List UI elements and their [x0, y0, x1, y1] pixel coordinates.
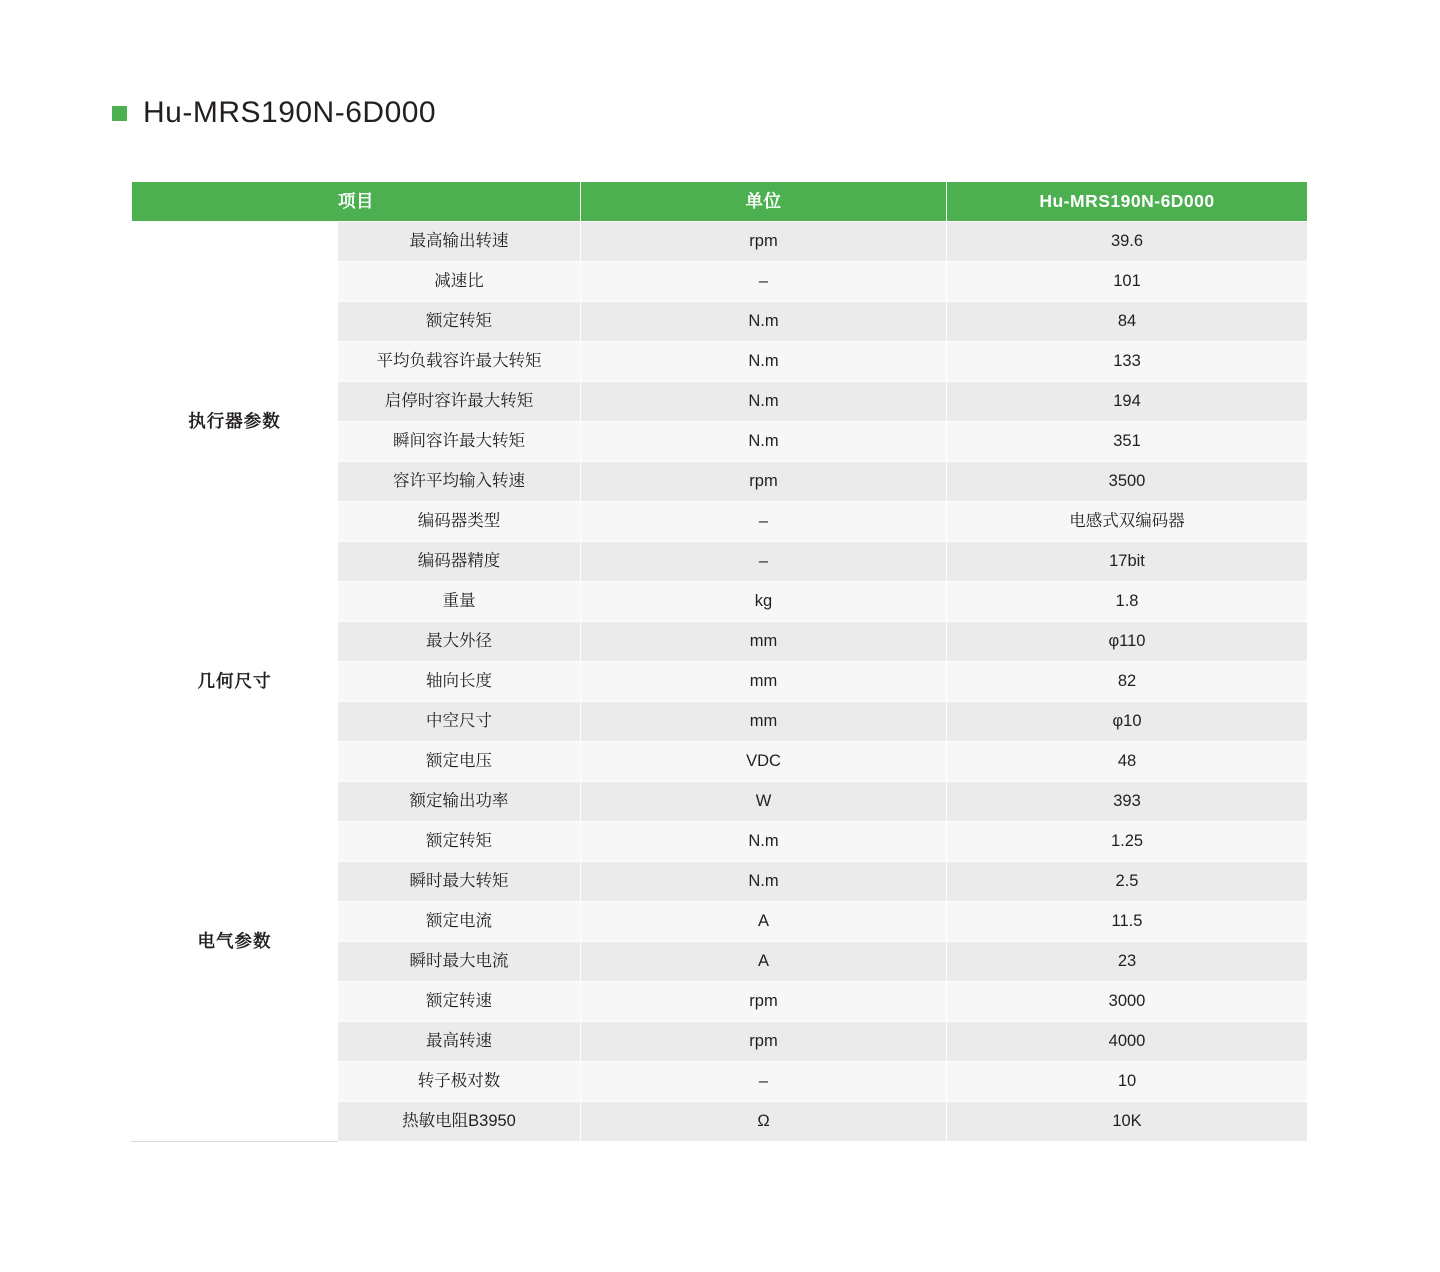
- row-unit: –: [581, 1062, 947, 1102]
- row-item: 容许平均输入转速: [338, 462, 581, 502]
- row-item: 额定转矩: [338, 302, 581, 342]
- table-row: [132, 222, 1308, 262]
- row-value: φ10: [947, 702, 1308, 742]
- row-value: 电感式双编码器: [947, 502, 1308, 542]
- row-item: 最高输出转速: [338, 222, 581, 262]
- group-label: 电气参数: [132, 742, 338, 1142]
- row-value: 10: [947, 1062, 1308, 1102]
- row-unit: N.m: [581, 822, 947, 862]
- row-item: 热敏电阻B3950: [338, 1102, 581, 1142]
- row-item: 额定转矩: [338, 822, 581, 862]
- row-unit: A: [581, 942, 947, 982]
- row-value: 1.25: [947, 822, 1308, 862]
- row-item: 编码器类型: [338, 502, 581, 542]
- row-item: 最高转速: [338, 1022, 581, 1062]
- page-title: [112, 98, 436, 128]
- row-unit: N.m: [581, 862, 947, 902]
- row-value: 351: [947, 422, 1308, 462]
- row-item: 额定电压: [338, 742, 581, 782]
- row-unit: rpm: [581, 462, 947, 502]
- header-unit: 单位: [581, 182, 947, 222]
- group-label: 执行器参数: [132, 222, 338, 622]
- row-item: 转子极对数: [338, 1062, 581, 1102]
- row-value: 17bit: [947, 542, 1308, 582]
- row-unit: rpm: [581, 222, 947, 262]
- row-value: 82: [947, 662, 1308, 702]
- row-item: 瞬间容许最大转矩: [338, 422, 581, 462]
- row-item: 轴向长度: [338, 662, 581, 702]
- table-body: [132, 222, 1308, 1142]
- table-header-row: [132, 182, 1308, 222]
- row-unit: –: [581, 502, 947, 542]
- table-row: [132, 622, 1308, 662]
- row-unit: –: [581, 262, 947, 302]
- row-item: 重量: [338, 582, 581, 622]
- row-unit: N.m: [581, 302, 947, 342]
- row-value: 4000: [947, 1022, 1308, 1062]
- table-header: [132, 182, 1308, 222]
- row-item: 编码器精度: [338, 542, 581, 582]
- row-unit: N.m: [581, 422, 947, 462]
- row-unit: mm: [581, 662, 947, 702]
- header-value: Hu-MRS190N-6D000: [947, 182, 1308, 222]
- row-unit: VDC: [581, 742, 947, 782]
- row-item: 额定输出功率: [338, 782, 581, 822]
- row-value: 10K: [947, 1102, 1308, 1142]
- row-unit: rpm: [581, 1022, 947, 1062]
- group-label: 几何尺寸: [132, 622, 338, 742]
- row-item: 减速比: [338, 262, 581, 302]
- specification-table: [131, 181, 1308, 1142]
- row-item: 启停时容许最大转矩: [338, 382, 581, 422]
- row-value: φ110: [947, 622, 1308, 662]
- square-bullet-icon: [112, 106, 127, 121]
- row-item: 额定转速: [338, 982, 581, 1022]
- row-unit: mm: [581, 702, 947, 742]
- row-unit: N.m: [581, 382, 947, 422]
- row-value: 11.5: [947, 902, 1308, 942]
- row-value: 39.6: [947, 222, 1308, 262]
- row-item: 中空尺寸: [338, 702, 581, 742]
- row-value: 101: [947, 262, 1308, 302]
- row-unit: kg: [581, 582, 947, 622]
- row-item: 瞬时最大转矩: [338, 862, 581, 902]
- row-item: 最大外径: [338, 622, 581, 662]
- row-item: 额定电流: [338, 902, 581, 942]
- row-unit: Ω: [581, 1102, 947, 1142]
- row-item: 瞬时最大电流: [338, 942, 581, 982]
- row-unit: W: [581, 782, 947, 822]
- row-value: 23: [947, 942, 1308, 982]
- row-value: 84: [947, 302, 1308, 342]
- row-value: 48: [947, 742, 1308, 782]
- row-value: 3500: [947, 462, 1308, 502]
- header-item: 项目: [132, 182, 581, 222]
- row-unit: rpm: [581, 982, 947, 1022]
- row-value: 2.5: [947, 862, 1308, 902]
- row-unit: A: [581, 902, 947, 942]
- row-unit: –: [581, 542, 947, 582]
- row-value: 393: [947, 782, 1308, 822]
- row-value: 133: [947, 342, 1308, 382]
- page-title-text: Hu-MRS190N-6D000: [143, 96, 437, 129]
- row-unit: mm: [581, 622, 947, 662]
- row-unit: N.m: [581, 342, 947, 382]
- row-value: 194: [947, 382, 1308, 422]
- row-item: 平均负载容许最大转矩: [338, 342, 581, 382]
- row-value: 1.8: [947, 582, 1308, 622]
- table-row: [132, 742, 1308, 782]
- row-value: 3000: [947, 982, 1308, 1022]
